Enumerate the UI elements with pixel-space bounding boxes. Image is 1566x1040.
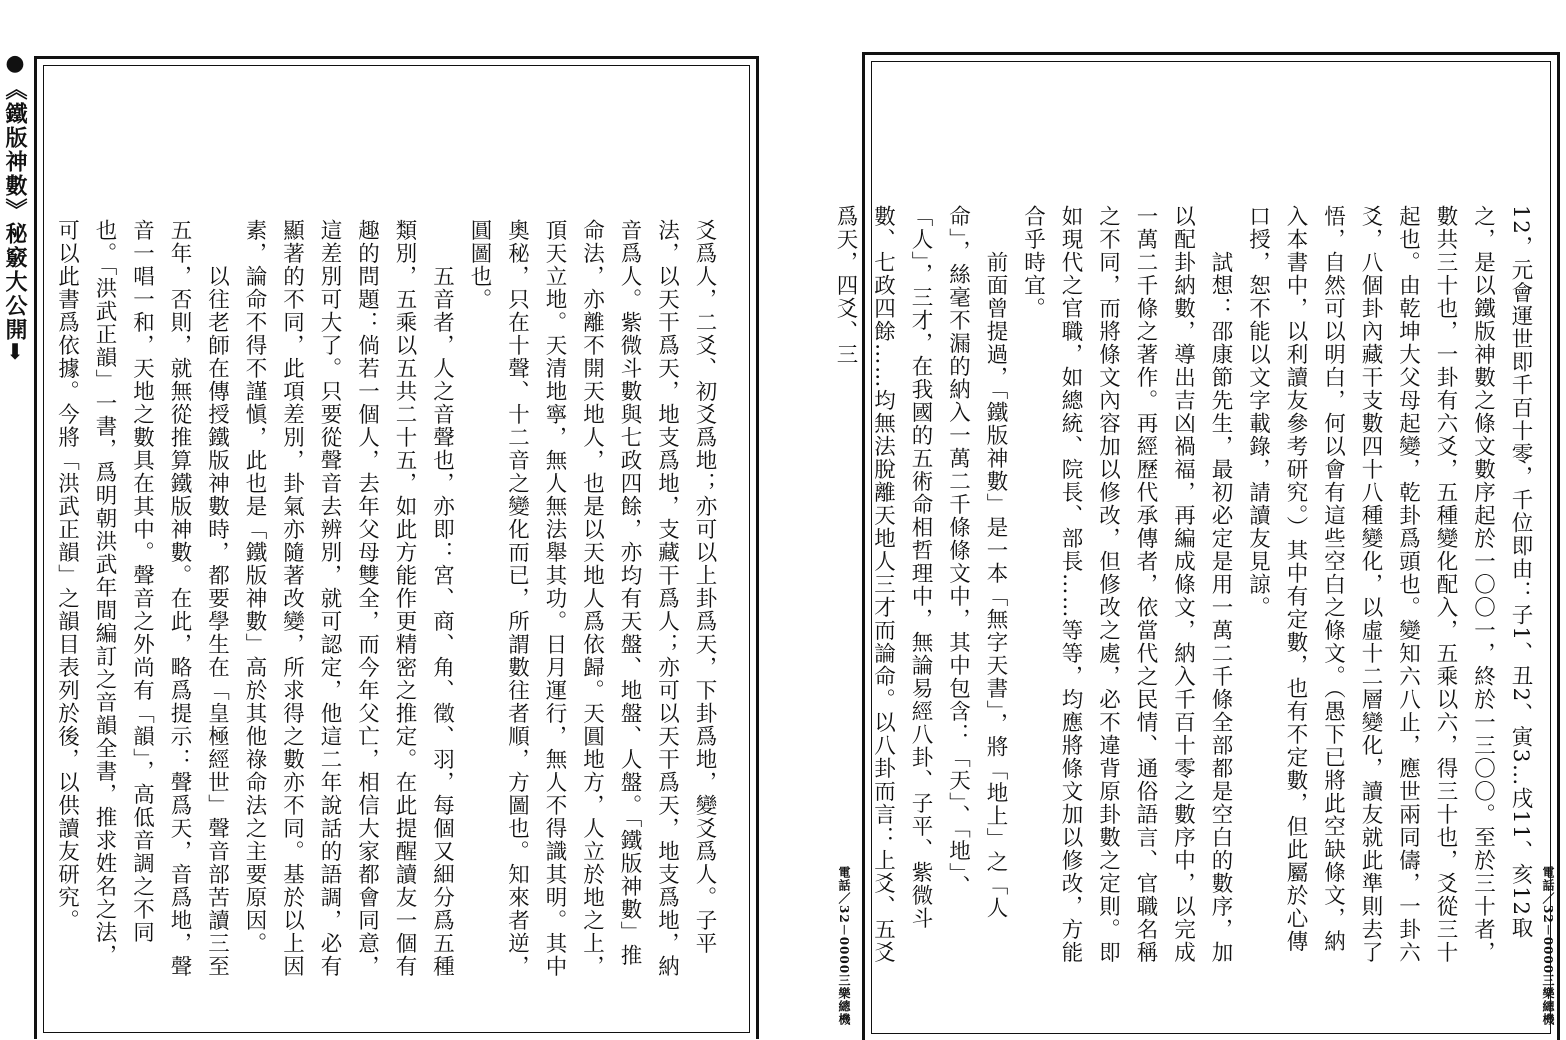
- left-page-footer-phone: 電話／32－0000三樂總機: [1541, 866, 1555, 1027]
- left-page: [34, 56, 759, 1039]
- top-cropped-header: [520, 0, 980, 8]
- left-page-body: 爻爲人，二爻、初爻爲地；亦可以上卦爲天，下卦爲地，變爻爲人。子平法，以天干爲天，地支爲地，支藏干爲人；亦可以天干爲天，地支爲地，納音爲人。紫微斗數與七政四餘，亦均有天盤、地盤、人盤。「鐵版神數」推命法，亦離不開天地人，也是以天地人爲依歸。天圓地方，人立於地之上，頂天立地。天清地寧，無人無法舉其功。日月運行，無人不得識其明。其中奧秘，只在十聲、十二音之變化而已，所謂數往者順，方圖也。知來者逆，圓圖也。 五音者，人之音聲也，亦即：宮、商、角、徵、羽，每個又細分爲五種類別，五乘以五共二十五，如此方能作更精密之推定。在此提醒讀友一個有趣的問題：倘若一個人，去年父母雙全，而今年父亡，相信大家都會同意，這差別可大了。只要從聲音去辨別，就可認定，他這二年說話的語調，必有顯著的不同，此項差別，卦氣亦隨著改變，所求得之數亦不同。基於以上因素，論命不得不謹愼，此也是「鐵版神數」高於其他祿命法之主要原因。 以往老師在傳授鐵版神數時，都要學生在「皇極經世」聲音部苦讀三至五年，否則，就無從推算鐵版神數。在此，略爲提示：聲爲天，音爲地，聲音一唱一和，天地之數具在其中。聲音之外尚有「韻」，高低音調之不同也。「洪武正韻」一書，爲明朝洪武年間編訂之音韻全書，推求姓名之法，可以此書爲依據。今將「洪武正韻」之韻目表列於後，以供讀友研究。: [54, 219, 717, 978]
- right-page-footer-phone: 電話／32－0000三樂總機: [837, 866, 851, 1027]
- right-page-body: 12，元會運世即千百十零，千位即由：子1、丑2、寅3…戌11、亥12取之，是以鐵版神數之條文數序起於一〇〇一，終於一三〇〇。至於三十者，數共三十也，一卦有六爻，五種變化配入，五乘以六，得三十也，爻從三十起也。由乾坤大父母起變，乾卦爲頭也。變知六八止，應世兩同儔，一卦六爻，八個卦內藏干支數四十八種變化，以虛十二層變化，讀友就此準則去了悟，自然可以明白，何以會有這些空白之條文。（愚下已將此空缺條文，納入本書中，以利讀友參考研究。）其中有定數，也有不定數，但此屬於心傳口授，恕不能以文字載錄，請讀友見諒。 試想：邵康節先生，最初必定是用一萬二千條全部都是空白的數序，加以配卦納數，導出吉凶禍福，再編成條文，納入千百十零之數序中，以完成一萬二千條之著作。再經歷代承傳者，依當代之民情、通俗語言、官職名稱之不同，而將條文內容加以修改，但修改之處，必不違背原卦數之定則。即如現代之官職，如總統、院長、部長……等等，均應將條文加以修改，方能合乎時宜。 前面曾提過，「鐵版神數」是一本「無字天書」，將「地上」之「人命」，絲毫不漏的納入一萬二千條條文中，其中包含：「天」、「地」、「人」，三才，在我國的五術命相哲理中，無論易經八卦、子平、紫微斗數、七政四餘……均無法脫離天地人三才而論命。以八卦而言：上爻、五爻爲天，四爻、三: [833, 205, 1533, 964]
- book-side-title: ●《鐵版神數》秘竅大公開➡: [2, 50, 28, 363]
